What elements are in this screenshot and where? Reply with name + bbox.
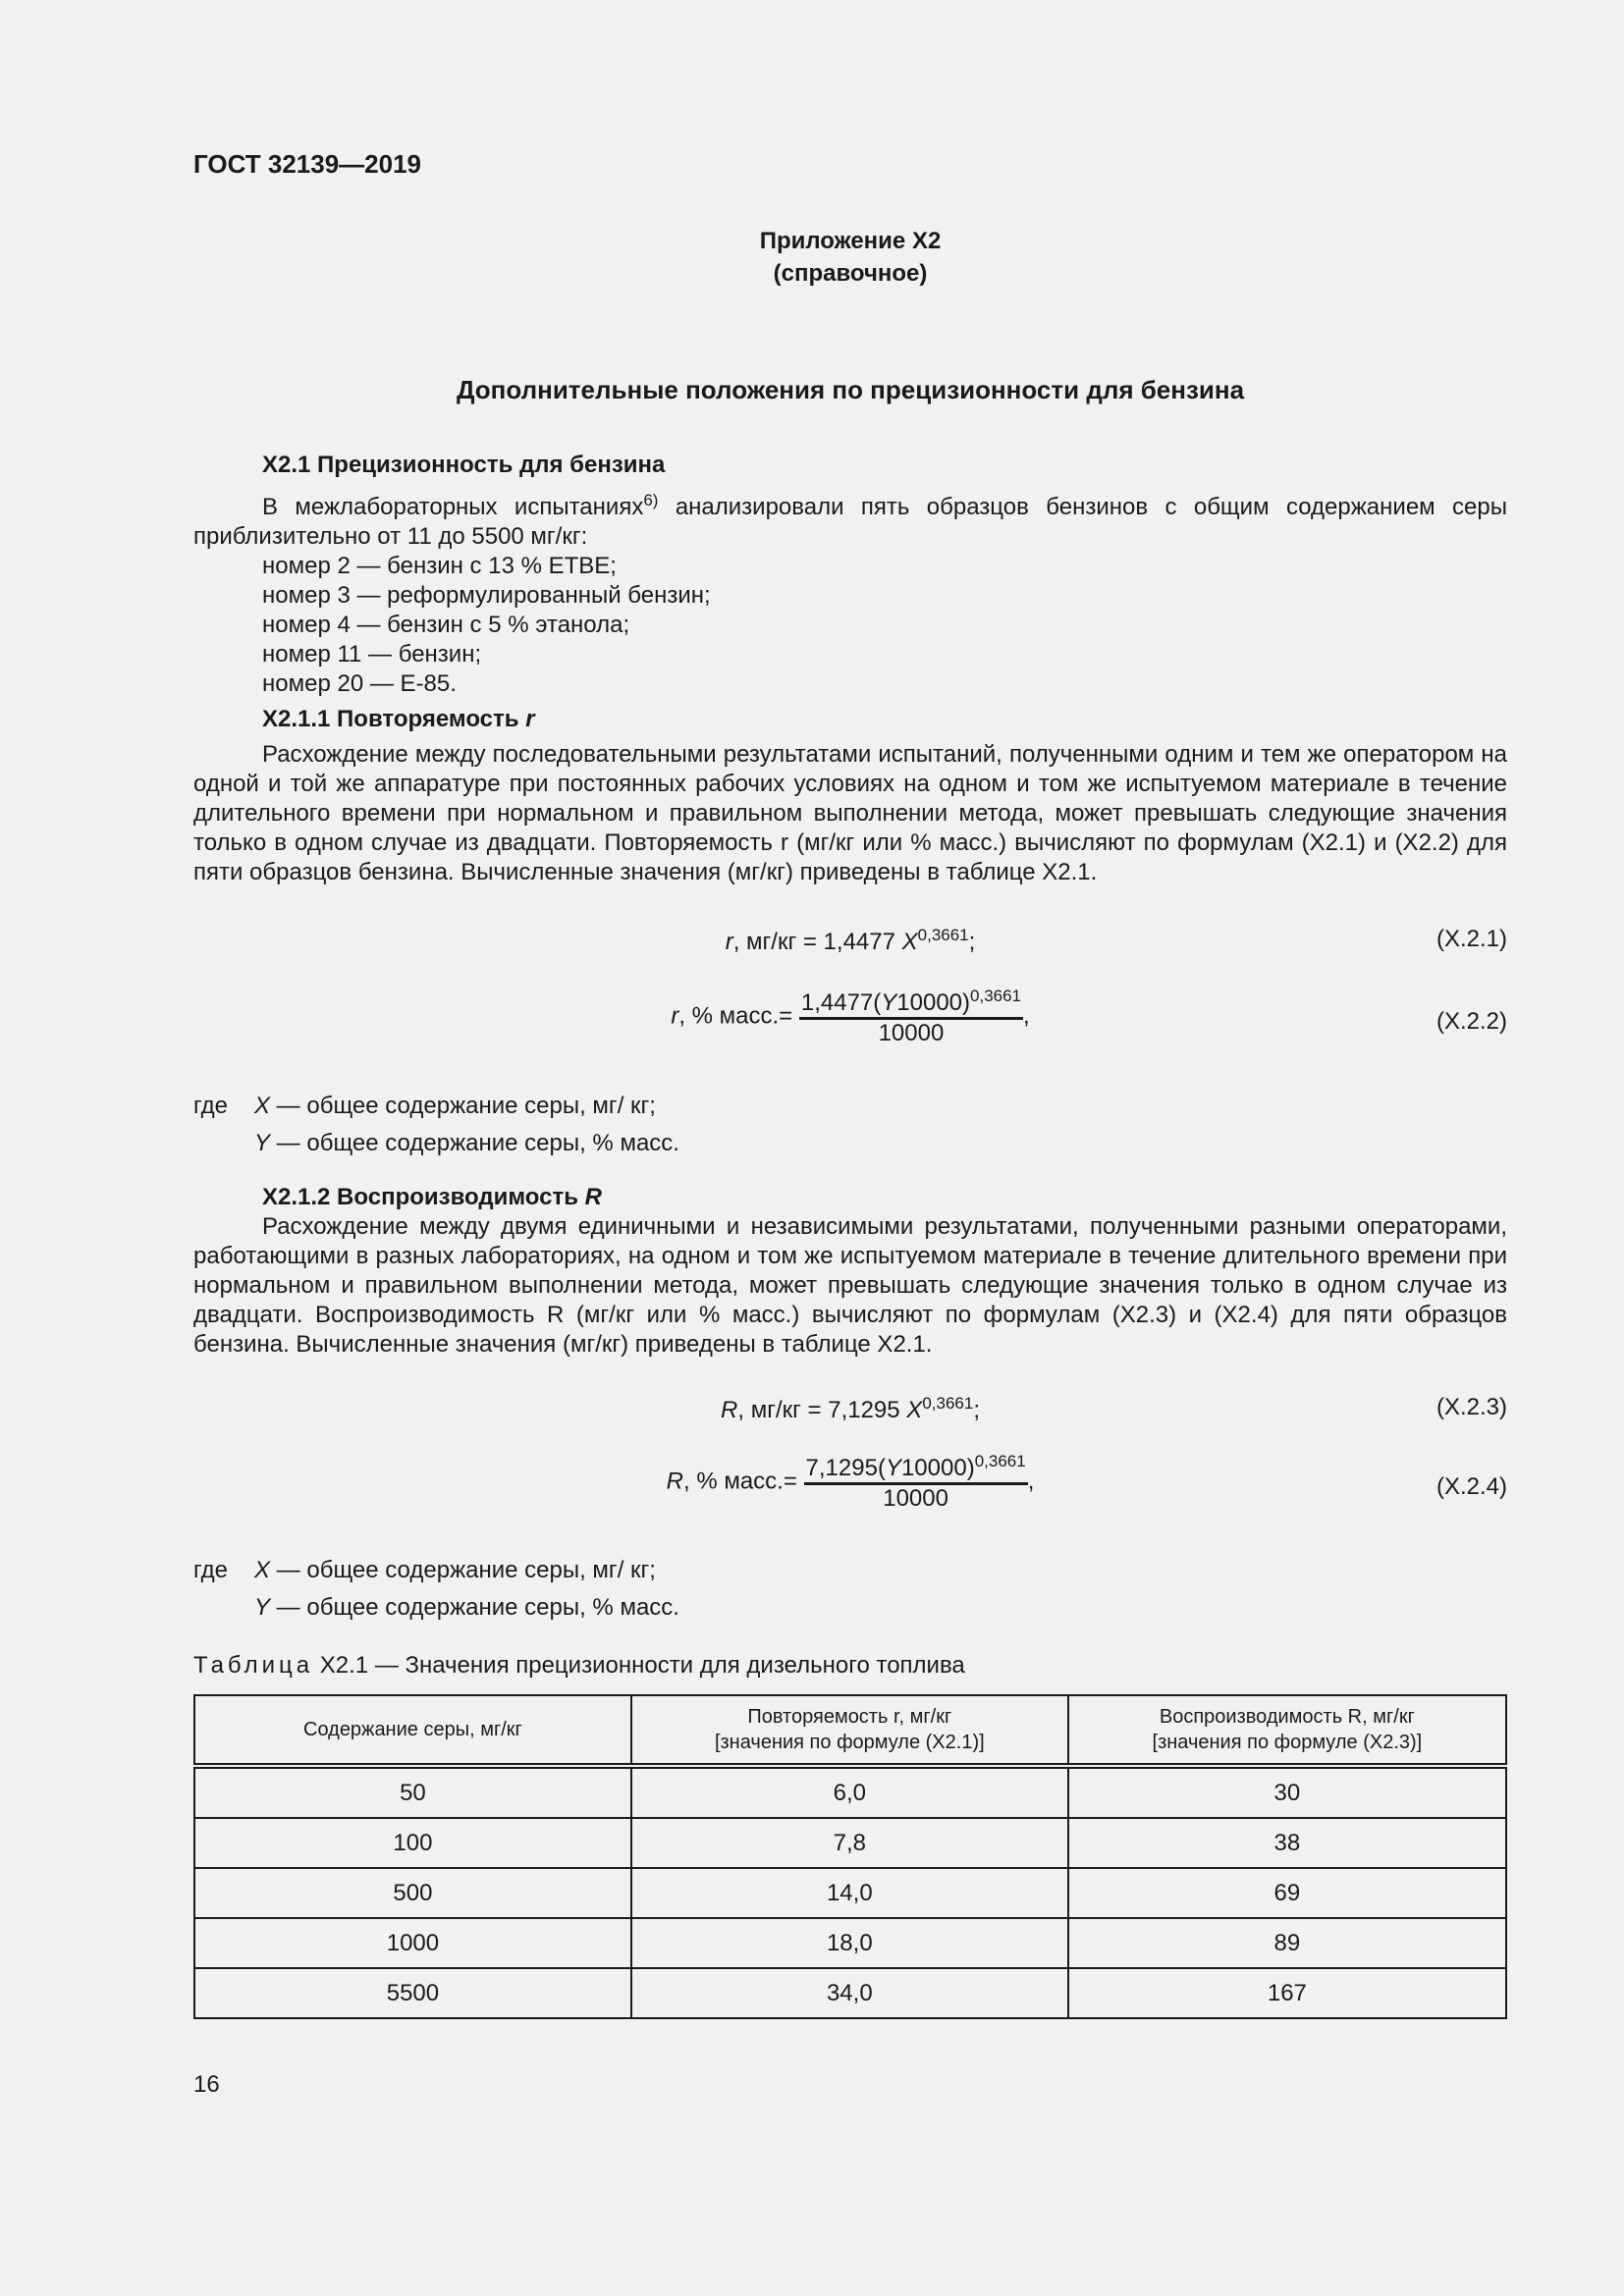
appendix-heading — [193, 225, 1507, 290]
table-row: 5500 34,0 167 — [194, 1968, 1506, 2018]
formula-number: (X.2.3) — [1435, 1394, 1507, 1420]
column-header: Повторяемость r, мг/кг [значения по формуле (X2.1)] — [631, 1695, 1068, 1766]
x211-heading: X2.1.1 Повторяемость r — [262, 706, 535, 732]
x21-intro — [193, 486, 1507, 552]
document-id: ГОСТ 32139—2019 — [193, 149, 421, 179]
column-header: Содержание серы, мг/кг — [194, 1695, 631, 1766]
footnote-ref: 6) — [643, 491, 659, 509]
table-row: 100 7,8 38 — [194, 1818, 1506, 1868]
x212-text: Расхождение между двумя единичными и независимыми результатами, полученными разными операторами, работающими в разных лабораториях, на одном и том же испытуемом материале в течение длительного времени при нормальном и правильном выполнении метода, может превышать следующие значения только в одном случае из двадцати. Воспроизводимость R (мг/кг или % масс.) вычисляют по формулам (X2.3) и (X2.4) для пяти образцов бензина. Вычисленные значения (мг/кг) приведены в таблице X2.1. — [193, 1213, 1507, 1358]
formula-number: (X.2.4) — [1435, 1473, 1507, 1500]
table-row: 1000 18,0 89 — [194, 1918, 1506, 1968]
page-number: 16 — [193, 2071, 220, 2098]
intro-text: В межлабораторных испытаниях — [262, 494, 644, 520]
formula-x24: R, % масс.= $\frac{7,1295(Y10000)^{0,3661}}{10000}$ , (X.2.4) — [666, 1452, 1507, 1512]
section-x212 — [193, 1183, 1507, 1360]
precision-table — [193, 1694, 1507, 2019]
table-caption: Таблица X2.1 — Значения прецизионности для дизельного топлива — [193, 1652, 965, 1679]
x21-heading: X2.1 Прецизионность для бензина — [262, 452, 666, 478]
section-x21 — [193, 451, 1507, 887]
table-row: 50 6,0 30 — [194, 1766, 1506, 1818]
x212-heading: X2.1.2 Воспроизводимость R — [262, 1184, 602, 1210]
appendix-title: Приложение X2 — [759, 228, 942, 254]
formula-number: (X.2.1) — [1435, 926, 1507, 952]
column-header: Воспроизводимость R, мг/кг [значения по формуле (X2.3)] — [1068, 1695, 1506, 1766]
where-block-1: где X — общее содержание серы, мг/ кг; Y — общее содержание серы, % масс. — [193, 1093, 679, 1156]
section-title: Дополнительные положения по прецизионности для бензина — [456, 375, 1245, 404]
formula-number: (X.2.2) — [1435, 1008, 1507, 1035]
appendix-subtitle: (справочное) — [773, 260, 928, 287]
sample-item: номер 3 — реформулированный бензин; — [262, 582, 711, 609]
formula-x23: R, мг/кг = 7,1295 $X^{0,3661}$; (X.2.3) — [721, 1394, 1507, 1423]
formula-x21: r, мг/кг = 1,4477 $X^{0,3661}$; (X.2.1) — [725, 926, 1507, 955]
formula-x22: r, % масс.= $\frac{1,4477(Y10000)^{0,3661}}{10000}$ , (X.2.2) — [671, 987, 1507, 1046]
sample-item: номер 4 — бензин с 5 % этанола; — [262, 612, 630, 638]
where-block-2: где X — общее содержание серы, мг/ кг; Y — общее содержание серы, % масс. — [193, 1557, 679, 1621]
x211-text: Расхождение между последовательными результатами испытаний, полученными одним и тем же оператором на одной и той же аппаратуре при постоянных рабочих условиях на одном и том же испытуемом материале в течение длительного времени при нормальном и правильном выполнении метода, может превышать следующие значения только в одном случае из двадцати. Повторяемость r (мг/кг или % масс.) вычисляют по формулам (X2.1) и (X2.2) для пяти образцов бензина. Вычисленные значения (мг/кг) приведены в таблице X2.1. — [193, 741, 1507, 885]
sample-item: номер 2 — бензин с 13 % ETBE; — [262, 553, 617, 579]
table-row: 500 14,0 69 — [194, 1868, 1506, 1918]
sample-item: номер 11 — бензин; — [262, 641, 482, 667]
intro-text-cont: анализировали пять образцов бензинов с общим содержанием серы приблизительно от 11 до 5500 мг/кг: — [193, 494, 1507, 550]
sample-item: номер 20 — E-85. — [262, 670, 457, 697]
